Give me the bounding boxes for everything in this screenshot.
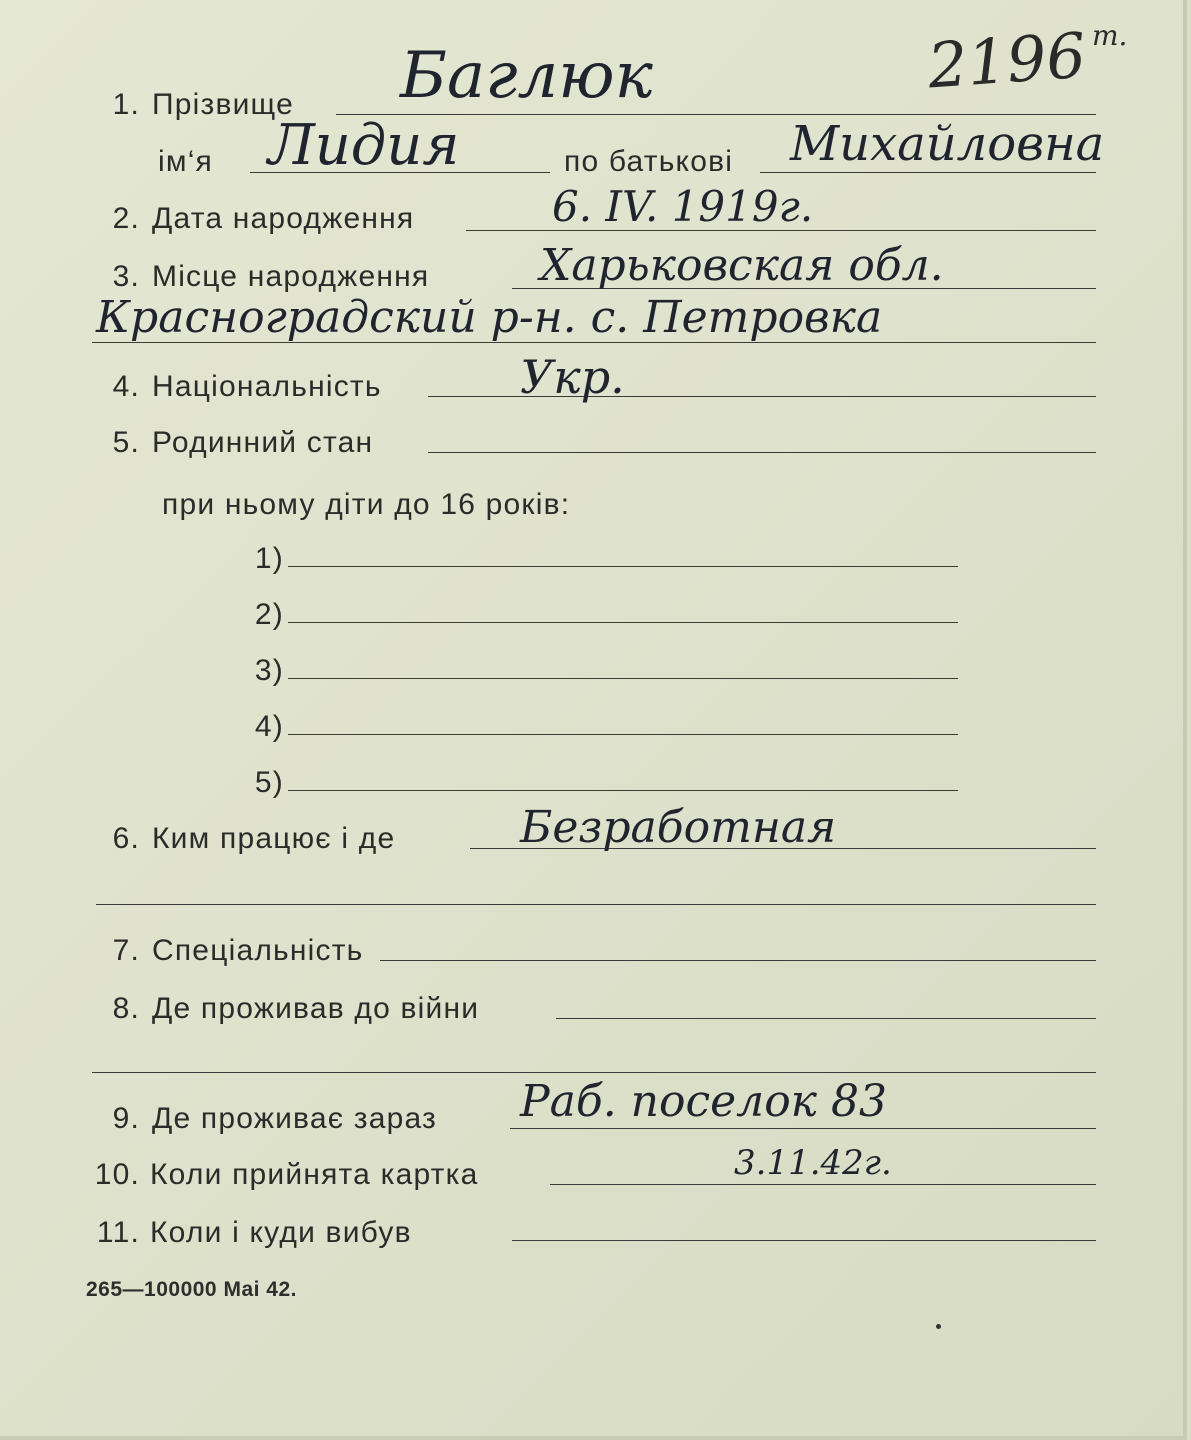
- patronymic-value: Михайловна: [790, 116, 1105, 172]
- birth-place-label: Місце народження: [152, 260, 430, 293]
- field-9-number: 9.: [112, 1102, 140, 1135]
- child-5-line: [288, 790, 958, 791]
- field-4-number: 4.: [112, 370, 140, 403]
- field-6-number: 6.: [112, 822, 140, 855]
- child-3-number: 3): [254, 654, 284, 687]
- children-label: при ньому діти до 16 років:: [162, 488, 571, 521]
- card-accepted-line: [550, 1184, 1096, 1185]
- ink-dot: [936, 1324, 941, 1329]
- occupation-value: Безработная: [520, 802, 837, 853]
- birth-place-value-line-2: Красноградский р-н. с. Петровка: [96, 292, 883, 343]
- specialty-label: Спеціальність: [152, 934, 364, 967]
- marital-status-line: [428, 452, 1096, 453]
- field-3-number: 3.: [112, 260, 140, 293]
- surname-label: Прізвище: [152, 88, 294, 121]
- current-residence-label: Де проживає зараз: [152, 1102, 437, 1135]
- record-number-suffix: т.: [1092, 19, 1128, 52]
- prewar-residence-label: Де проживав до війни: [152, 992, 480, 1025]
- current-residence-value: Раб. поселок 83: [520, 1076, 887, 1127]
- occupation-line-2: [96, 904, 1096, 905]
- surname-value: Баглюк: [400, 39, 653, 113]
- field-11-number: 11.: [96, 1216, 140, 1249]
- child-4-line: [288, 734, 958, 735]
- child-5-number: 5): [254, 766, 284, 799]
- prewar-residence-line-1: [556, 1018, 1096, 1019]
- nationality-label: Національність: [152, 370, 382, 403]
- card-accepted-value: 3.11.42г.: [734, 1143, 892, 1183]
- child-1-number: 1): [254, 542, 284, 575]
- patronymic-label: по батькові: [564, 145, 734, 178]
- record-number: 2196: [925, 18, 1089, 103]
- field-10-number: 10.: [94, 1158, 140, 1191]
- prewar-residence-line-2: [92, 1072, 1096, 1073]
- child-4-number: 4): [254, 710, 284, 743]
- patronymic-line: [760, 172, 1096, 173]
- field-7-number: 7.: [112, 934, 140, 967]
- nationality-value: Укр.: [520, 350, 625, 404]
- current-residence-line: [510, 1128, 1096, 1129]
- child-2-line: [288, 622, 958, 623]
- occupation-label: Ким працює і де: [152, 822, 396, 855]
- child-1-line: [288, 566, 958, 567]
- departed-label: Коли і куди вибув: [150, 1216, 412, 1249]
- child-3-line: [288, 678, 958, 679]
- field-8-number: 8.: [112, 992, 140, 1025]
- marital-status-label: Родинний стан: [152, 426, 374, 459]
- card-accepted-label: Коли прийнята картка: [150, 1158, 479, 1191]
- first-name-label: ім‘я: [158, 145, 214, 178]
- child-2-number: 2): [254, 598, 284, 631]
- birth-date-label: Дата народження: [152, 202, 415, 235]
- birth-place-value-line-1: Харьковская обл.: [540, 240, 944, 291]
- print-run-mark: 265—100000 Mai 42.: [86, 1278, 297, 1301]
- specialty-line: [380, 960, 1096, 961]
- departed-line: [512, 1240, 1096, 1241]
- field-2-number: 2.: [112, 202, 140, 235]
- birth-date-value: 6. IV. 1919г.: [552, 182, 814, 231]
- field-5-number: 5.: [112, 426, 140, 459]
- field-1-number: 1.: [112, 88, 140, 121]
- first-name-value: Лидия: [268, 113, 460, 178]
